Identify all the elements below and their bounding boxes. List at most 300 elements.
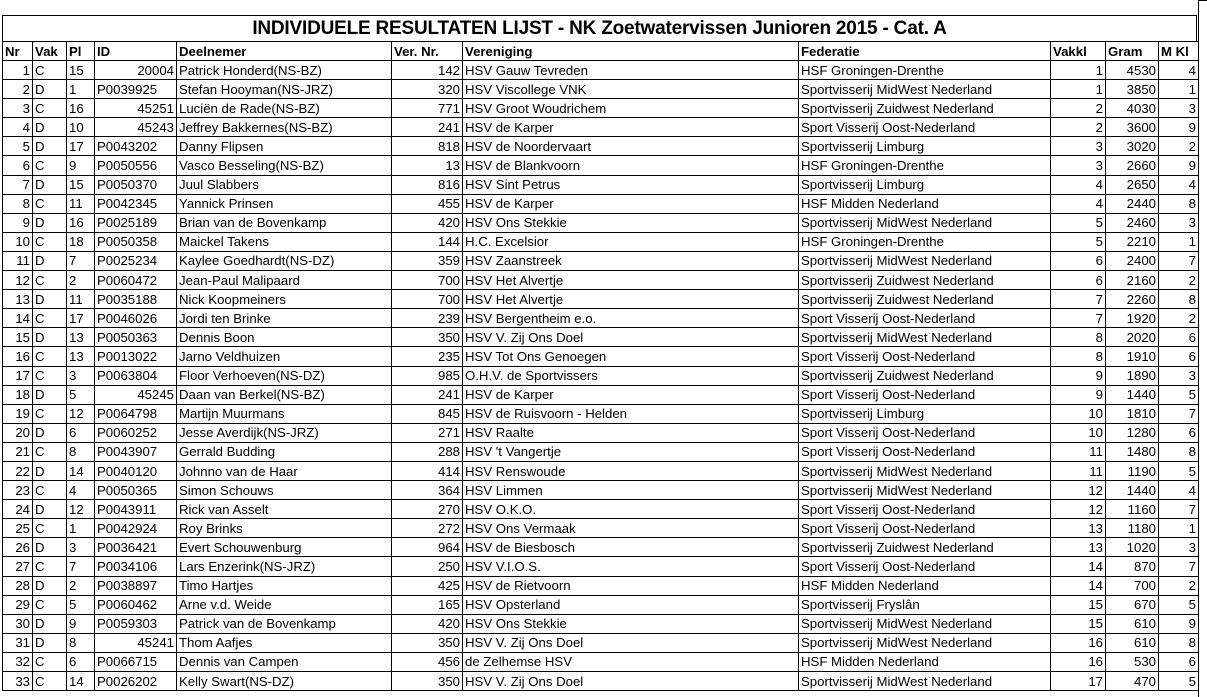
cell-m-kl: 1 <box>1159 80 1199 99</box>
cell-m-kl: 8 <box>1159 633 1199 652</box>
cell-vereniging: HSV V. Zij Ons Doel <box>463 672 799 691</box>
cell-pl: 6 <box>67 423 95 442</box>
cell-id: P0050363 <box>95 328 177 347</box>
cell-gram: 4030 <box>1106 99 1159 118</box>
table-row <box>3 633 1199 652</box>
cell-vereniging: HSV Zaanstreek <box>463 251 799 270</box>
cell-m-kl: 6 <box>1159 328 1199 347</box>
cell-id: P0034106 <box>95 557 177 576</box>
cell-federatie: Sportvisserij Zuidwest Nederland <box>799 290 1051 309</box>
cell-vak: C <box>33 595 67 614</box>
cell-pl: 3 <box>67 366 95 385</box>
cell-vak: C <box>33 309 67 328</box>
cell-vereniging: HSV de Rietvoorn <box>463 576 799 595</box>
cell-nr: 3 <box>3 99 33 118</box>
cell-nr: 16 <box>3 347 33 366</box>
cell-id: P0050365 <box>95 481 177 500</box>
cell-vak: C <box>33 99 67 118</box>
table-row <box>3 595 1199 614</box>
cell-vak: D <box>33 290 67 309</box>
cell-vereniging: HSV Ons Stekkie <box>463 614 799 633</box>
cell-nr: 6 <box>3 156 33 175</box>
cell-vak: D <box>33 385 67 404</box>
cell-ver-nr: 420 <box>392 213 463 232</box>
cell-gram: 3850 <box>1106 80 1159 99</box>
cell-m-kl: 4 <box>1159 61 1199 80</box>
cell-gram: 2440 <box>1106 194 1159 213</box>
cell-m-kl: 4 <box>1159 481 1199 500</box>
cell-deelnemer: Luciën de Rade(NS-BZ) <box>177 99 392 118</box>
cell-ver-nr: 250 <box>392 557 463 576</box>
cell-vakkl: 13 <box>1051 538 1106 557</box>
cell-vereniging: HSV de Karper <box>463 385 799 404</box>
cell-gram: 2660 <box>1106 156 1159 175</box>
cell-vereniging: HSV O.K.O. <box>463 500 799 519</box>
cell-vereniging: HSV V.I.O.S. <box>463 557 799 576</box>
cell-deelnemer: Daan van Berkel(NS-BZ) <box>177 385 392 404</box>
cell-pl: 7 <box>67 557 95 576</box>
cell-id: P0050556 <box>95 156 177 175</box>
cell-vereniging: HSV Ons Stekkie <box>463 213 799 232</box>
cell-vereniging: de Zelhemse HSV <box>463 652 799 671</box>
cell-vak: D <box>33 500 67 519</box>
cell-nr: 13 <box>3 290 33 309</box>
cell-ver-nr: 985 <box>392 366 463 385</box>
cell-nr: 24 <box>3 500 33 519</box>
cell-nr: 31 <box>3 633 33 652</box>
cell-vakkl: 16 <box>1051 652 1106 671</box>
cell-ver-nr: 350 <box>392 633 463 652</box>
cell-vakkl: 6 <box>1051 271 1106 290</box>
cell-nr: 11 <box>3 251 33 270</box>
cell-gram: 870 <box>1106 557 1159 576</box>
cell-ver-nr: 270 <box>392 500 463 519</box>
cell-id: P0026202 <box>95 672 177 691</box>
cell-vakkl: 3 <box>1051 137 1106 156</box>
cell-nr: 18 <box>3 385 33 404</box>
cell-deelnemer: Dennis van Campen <box>177 652 392 671</box>
cell-id: P0043907 <box>95 442 177 461</box>
cell-deelnemer: Maickel Takens <box>177 232 392 251</box>
cell-vakkl: 10 <box>1051 404 1106 423</box>
cell-deelnemer: Patrick van de Bovenkamp <box>177 614 392 633</box>
table-row <box>3 290 1199 309</box>
table-row <box>3 481 1199 500</box>
cell-id: P0038897 <box>95 576 177 595</box>
cell-id: P0025234 <box>95 251 177 270</box>
cell-vereniging: HSV Het Alvertje <box>463 290 799 309</box>
cell-vakkl: 4 <box>1051 194 1106 213</box>
cell-gram: 2650 <box>1106 175 1159 194</box>
cell-nr: 9 <box>3 213 33 232</box>
cell-deelnemer: Gerrald Budding <box>177 442 392 461</box>
cell-federatie: Sportvisserij Zuidwest Nederland <box>799 99 1051 118</box>
cell-vak: D <box>33 576 67 595</box>
cell-federatie: HSF Midden Nederland <box>799 194 1051 213</box>
cell-vereniging: HSV de Noordervaart <box>463 137 799 156</box>
cell-pl: 6 <box>67 652 95 671</box>
cell-deelnemer: Jarno Veldhuizen <box>177 347 392 366</box>
cell-vereniging: HSV Groot Woudrichem <box>463 99 799 118</box>
cell-deelnemer: Timo Hartjes <box>177 576 392 595</box>
page-title: INDIVIDUELE RESULTATEN LIJST - NK Zoetwatervissen Junioren 2015 - Cat. A <box>252 18 947 39</box>
table-row <box>3 461 1199 480</box>
cell-vereniging: HSV de Blankvoorn <box>463 156 799 175</box>
cell-id: 45251 <box>95 99 177 118</box>
cell-nr: 27 <box>3 557 33 576</box>
cell-vak: C <box>33 61 67 80</box>
cell-gram: 610 <box>1106 633 1159 652</box>
cell-ver-nr: 239 <box>392 309 463 328</box>
cell-pl: 2 <box>67 271 95 290</box>
cell-vereniging: HSV Raalte <box>463 423 799 442</box>
cell-ver-nr: 845 <box>392 404 463 423</box>
cell-gram: 2400 <box>1106 251 1159 270</box>
cell-vak: D <box>33 461 67 480</box>
cell-federatie: Sport Visserij Oost-Nederland <box>799 118 1051 137</box>
table-row <box>3 614 1199 633</box>
cell-ver-nr: 350 <box>392 328 463 347</box>
cell-m-kl: 5 <box>1159 385 1199 404</box>
cell-pl: 5 <box>67 595 95 614</box>
cell-vakkl: 8 <box>1051 328 1106 347</box>
cell-deelnemer: Roy Brinks <box>177 519 392 538</box>
cell-deelnemer: Arne v.d. Weide <box>177 595 392 614</box>
cell-vakkl: 16 <box>1051 633 1106 652</box>
cell-id: P0042345 <box>95 194 177 213</box>
cell-vakkl: 14 <box>1051 557 1106 576</box>
table-row <box>3 538 1199 557</box>
cell-nr: 19 <box>3 404 33 423</box>
cell-nr: 29 <box>3 595 33 614</box>
table-row <box>3 61 1199 80</box>
cell-federatie: HSF Groningen-Drenthe <box>799 156 1051 175</box>
results-table <box>2 41 1199 691</box>
cell-id: P0063804 <box>95 366 177 385</box>
cell-pl: 17 <box>67 309 95 328</box>
cell-gram: 1910 <box>1106 347 1159 366</box>
cell-deelnemer: Floor Verhoeven(NS-DZ) <box>177 366 392 385</box>
cell-deelnemer: Nick Koopmeiners <box>177 290 392 309</box>
cell-vakkl: 7 <box>1051 309 1106 328</box>
cell-pl: 13 <box>67 328 95 347</box>
cell-federatie: Sport Visserij Oost-Nederland <box>799 423 1051 442</box>
cell-gram: 1280 <box>1106 423 1159 442</box>
cell-federatie: Sportvisserij Zuidwest Nederland <box>799 538 1051 557</box>
cell-gram: 530 <box>1106 652 1159 671</box>
table-row <box>3 118 1199 137</box>
cell-deelnemer: Juul Slabbers <box>177 175 392 194</box>
cell-nr: 4 <box>3 118 33 137</box>
cell-vak: D <box>33 175 67 194</box>
cell-id: 20004 <box>95 61 177 80</box>
cell-ver-nr: 241 <box>392 118 463 137</box>
table-row <box>3 175 1199 194</box>
cell-nr: 17 <box>3 366 33 385</box>
table-row <box>3 442 1199 461</box>
cell-deelnemer: Jean-Paul Malipaard <box>177 271 392 290</box>
cell-vereniging: HSV Sint Petrus <box>463 175 799 194</box>
table-row <box>3 519 1199 538</box>
table-row <box>3 557 1199 576</box>
header-pl: Pl <box>67 42 95 61</box>
cell-vak: C <box>33 194 67 213</box>
cell-vakkl: 11 <box>1051 442 1106 461</box>
cell-vak: C <box>33 652 67 671</box>
table-row <box>3 213 1199 232</box>
cell-vakkl: 15 <box>1051 595 1106 614</box>
cell-deelnemer: Lars Enzerink(NS-JRZ) <box>177 557 392 576</box>
cell-pl: 14 <box>67 461 95 480</box>
table-row <box>3 652 1199 671</box>
table-row <box>3 576 1199 595</box>
cell-pl: 9 <box>67 614 95 633</box>
table-row <box>3 137 1199 156</box>
cell-gram: 700 <box>1106 576 1159 595</box>
cell-m-kl: 5 <box>1159 461 1199 480</box>
cell-vak: C <box>33 519 67 538</box>
cell-id: P0060462 <box>95 595 177 614</box>
cell-vereniging: HSV Opsterland <box>463 595 799 614</box>
cell-deelnemer: Jordi ten Brinke <box>177 309 392 328</box>
cell-vakkl: 3 <box>1051 156 1106 175</box>
table-row <box>3 232 1199 251</box>
header-vakkl: Vakkl <box>1051 42 1106 61</box>
cell-vereniging: HSV V. Zij Ons Doel <box>463 633 799 652</box>
cell-vereniging: HSV de Karper <box>463 118 799 137</box>
cell-id: P0064798 <box>95 404 177 423</box>
cell-nr: 23 <box>3 481 33 500</box>
cell-nr: 15 <box>3 328 33 347</box>
header-deelnemer: Deelnemer <box>177 42 392 61</box>
cell-pl: 15 <box>67 175 95 194</box>
cell-vakkl: 4 <box>1051 175 1106 194</box>
cell-vak: C <box>33 366 67 385</box>
cell-vak: D <box>33 118 67 137</box>
cell-pl: 5 <box>67 385 95 404</box>
cell-id: P0043202 <box>95 137 177 156</box>
cell-m-kl: 1 <box>1159 519 1199 538</box>
cell-id: P0035188 <box>95 290 177 309</box>
cell-federatie: Sport Visserij Oost-Nederland <box>799 519 1051 538</box>
table-row <box>3 271 1199 290</box>
cell-m-kl: 6 <box>1159 347 1199 366</box>
cell-vereniging: HSV Het Alvertje <box>463 271 799 290</box>
cell-vereniging: HSV Ons Vermaak <box>463 519 799 538</box>
cell-vakkl: 17 <box>1051 672 1106 691</box>
cell-federatie: Sportvisserij MidWest Nederland <box>799 633 1051 652</box>
cell-pl: 1 <box>67 80 95 99</box>
cell-gram: 3600 <box>1106 118 1159 137</box>
cell-pl: 7 <box>67 251 95 270</box>
cell-ver-nr: 272 <box>392 519 463 538</box>
cell-ver-nr: 288 <box>392 442 463 461</box>
cell-m-kl: 8 <box>1159 442 1199 461</box>
cell-vak: C <box>33 347 67 366</box>
cell-m-kl: 3 <box>1159 538 1199 557</box>
cell-nr: 2 <box>3 80 33 99</box>
cell-ver-nr: 144 <box>392 232 463 251</box>
cell-vereniging: HSV de Biesbosch <box>463 538 799 557</box>
cell-m-kl: 7 <box>1159 500 1199 519</box>
cell-deelnemer: Thom Aafjes <box>177 633 392 652</box>
cell-nr: 1 <box>3 61 33 80</box>
cell-pl: 12 <box>67 404 95 423</box>
cell-id: P0043911 <box>95 500 177 519</box>
table-row <box>3 309 1199 328</box>
cell-pl: 3 <box>67 538 95 557</box>
cell-vakkl: 9 <box>1051 366 1106 385</box>
title-row <box>2 15 1197 41</box>
cell-vakkl: 9 <box>1051 385 1106 404</box>
cell-ver-nr: 700 <box>392 290 463 309</box>
cell-vak: D <box>33 614 67 633</box>
cell-deelnemer: Vasco Besseling(NS-BZ) <box>177 156 392 175</box>
cell-vakkl: 15 <box>1051 614 1106 633</box>
cell-ver-nr: 420 <box>392 614 463 633</box>
cell-ver-nr: 414 <box>392 461 463 480</box>
cell-vakkl: 7 <box>1051 290 1106 309</box>
cell-ver-nr: 13 <box>392 156 463 175</box>
cell-gram: 470 <box>1106 672 1159 691</box>
cell-federatie: Sportvisserij Limburg <box>799 175 1051 194</box>
cell-deelnemer: Jesse Averdijk(NS-JRZ) <box>177 423 392 442</box>
cell-nr: 25 <box>3 519 33 538</box>
cell-m-kl: 2 <box>1159 271 1199 290</box>
cell-vak: D <box>33 80 67 99</box>
header-row <box>3 42 1199 61</box>
cell-federatie: HSF Groningen-Drenthe <box>799 61 1051 80</box>
cell-pl: 8 <box>67 633 95 652</box>
cell-ver-nr: 241 <box>392 385 463 404</box>
cell-ver-nr: 320 <box>392 80 463 99</box>
cell-ver-nr: 142 <box>392 61 463 80</box>
table-row <box>3 251 1199 270</box>
cell-vakkl: 2 <box>1051 118 1106 137</box>
cell-m-kl: 7 <box>1159 557 1199 576</box>
table-row <box>3 80 1199 99</box>
cell-nr: 5 <box>3 137 33 156</box>
cell-m-kl: 7 <box>1159 404 1199 423</box>
cell-vak: D <box>33 213 67 232</box>
cell-pl: 10 <box>67 118 95 137</box>
cell-m-kl: 5 <box>1159 595 1199 614</box>
cell-vereniging: HSV V. Zij Ons Doel <box>463 328 799 347</box>
cell-ver-nr: 364 <box>392 481 463 500</box>
cell-gram: 2210 <box>1106 232 1159 251</box>
cell-id: P0059303 <box>95 614 177 633</box>
cell-gram: 1480 <box>1106 442 1159 461</box>
cell-nr: 12 <box>3 271 33 290</box>
cell-deelnemer: Brian van de Bovenkamp <box>177 213 392 232</box>
cell-gram: 2160 <box>1106 271 1159 290</box>
cell-m-kl: 7 <box>1159 251 1199 270</box>
cell-gram: 1440 <box>1106 385 1159 404</box>
cell-vak: C <box>33 271 67 290</box>
cell-gram: 3020 <box>1106 137 1159 156</box>
cell-vakkl: 1 <box>1051 80 1106 99</box>
cell-vereniging: HSV Bergentheim e.o. <box>463 309 799 328</box>
cell-vakkl: 5 <box>1051 232 1106 251</box>
header-ver-nr: Ver. Nr. <box>392 42 463 61</box>
cell-vereniging: HSV de Karper <box>463 194 799 213</box>
cell-federatie: Sportvisserij MidWest Nederland <box>799 481 1051 500</box>
cell-federatie: Sportvisserij MidWest Nederland <box>799 672 1051 691</box>
cell-federatie: HSF Groningen-Drenthe <box>799 232 1051 251</box>
cell-nr: 20 <box>3 423 33 442</box>
cell-ver-nr: 964 <box>392 538 463 557</box>
cell-federatie: Sport Visserij Oost-Nederland <box>799 385 1051 404</box>
cell-m-kl: 2 <box>1159 309 1199 328</box>
cell-pl: 14 <box>67 672 95 691</box>
cell-m-kl: 3 <box>1159 99 1199 118</box>
cell-ver-nr: 425 <box>392 576 463 595</box>
cell-id: P0066715 <box>95 652 177 671</box>
cell-m-kl: 9 <box>1159 118 1199 137</box>
header-nr: Nr <box>3 42 33 61</box>
cell-nr: 33 <box>3 672 33 691</box>
cell-vereniging: HSV de Ruisvoorn - Helden <box>463 404 799 423</box>
cell-deelnemer: Kelly Swart(NS-DZ) <box>177 672 392 691</box>
cell-federatie: Sportvisserij MidWest Nederland <box>799 461 1051 480</box>
cell-id: P0039925 <box>95 80 177 99</box>
table-row <box>3 328 1199 347</box>
cell-deelnemer: Kaylee Goedhardt(NS-DZ) <box>177 251 392 270</box>
cell-deelnemer: Dennis Boon <box>177 328 392 347</box>
cell-vak: D <box>33 538 67 557</box>
cell-vereniging: HSV Gauw Tevreden <box>463 61 799 80</box>
cell-id: P0046026 <box>95 309 177 328</box>
cell-pl: 1 <box>67 519 95 538</box>
cell-federatie: Sport Visserij Oost-Nederland <box>799 557 1051 576</box>
cell-ver-nr: 235 <box>392 347 463 366</box>
cell-vereniging: H.C. Excelsior <box>463 232 799 251</box>
cell-m-kl: 2 <box>1159 137 1199 156</box>
cell-vakkl: 13 <box>1051 519 1106 538</box>
cell-m-kl: 2 <box>1159 576 1199 595</box>
cell-id: 45241 <box>95 633 177 652</box>
cell-vereniging: O.H.V. de Sportvissers <box>463 366 799 385</box>
cell-m-kl: 6 <box>1159 652 1199 671</box>
cell-nr: 30 <box>3 614 33 633</box>
cell-deelnemer: Stefan Hooyman(NS-JRZ) <box>177 80 392 99</box>
cell-gram: 1890 <box>1106 366 1159 385</box>
cell-deelnemer: Rick van Asselt <box>177 500 392 519</box>
cell-m-kl: 9 <box>1159 156 1199 175</box>
cell-ver-nr: 350 <box>392 672 463 691</box>
table-row <box>3 366 1199 385</box>
cell-id: P0013022 <box>95 347 177 366</box>
cell-vakkl: 1 <box>1051 61 1106 80</box>
cell-vakkl: 14 <box>1051 576 1106 595</box>
cell-federatie: HSF Midden Nederland <box>799 652 1051 671</box>
cell-nr: 26 <box>3 538 33 557</box>
cell-vereniging: HSV 't Vangertje <box>463 442 799 461</box>
cell-deelnemer: Yannick Prinsen <box>177 194 392 213</box>
cell-vakkl: 8 <box>1051 347 1106 366</box>
sheet-edge-top <box>1198 0 1207 1</box>
cell-pl: 13 <box>67 347 95 366</box>
cell-pl: 18 <box>67 232 95 251</box>
cell-deelnemer: Evert Schouwenburg <box>177 538 392 557</box>
cell-vereniging: HSV Limmen <box>463 481 799 500</box>
cell-federatie: Sportvisserij MidWest Nederland <box>799 251 1051 270</box>
cell-ver-nr: 455 <box>392 194 463 213</box>
cell-federatie: Sport Visserij Oost-Nederland <box>799 442 1051 461</box>
header-gram: Gram <box>1106 42 1159 61</box>
cell-federatie: Sport Visserij Oost-Nederland <box>799 500 1051 519</box>
cell-m-kl: 3 <box>1159 366 1199 385</box>
